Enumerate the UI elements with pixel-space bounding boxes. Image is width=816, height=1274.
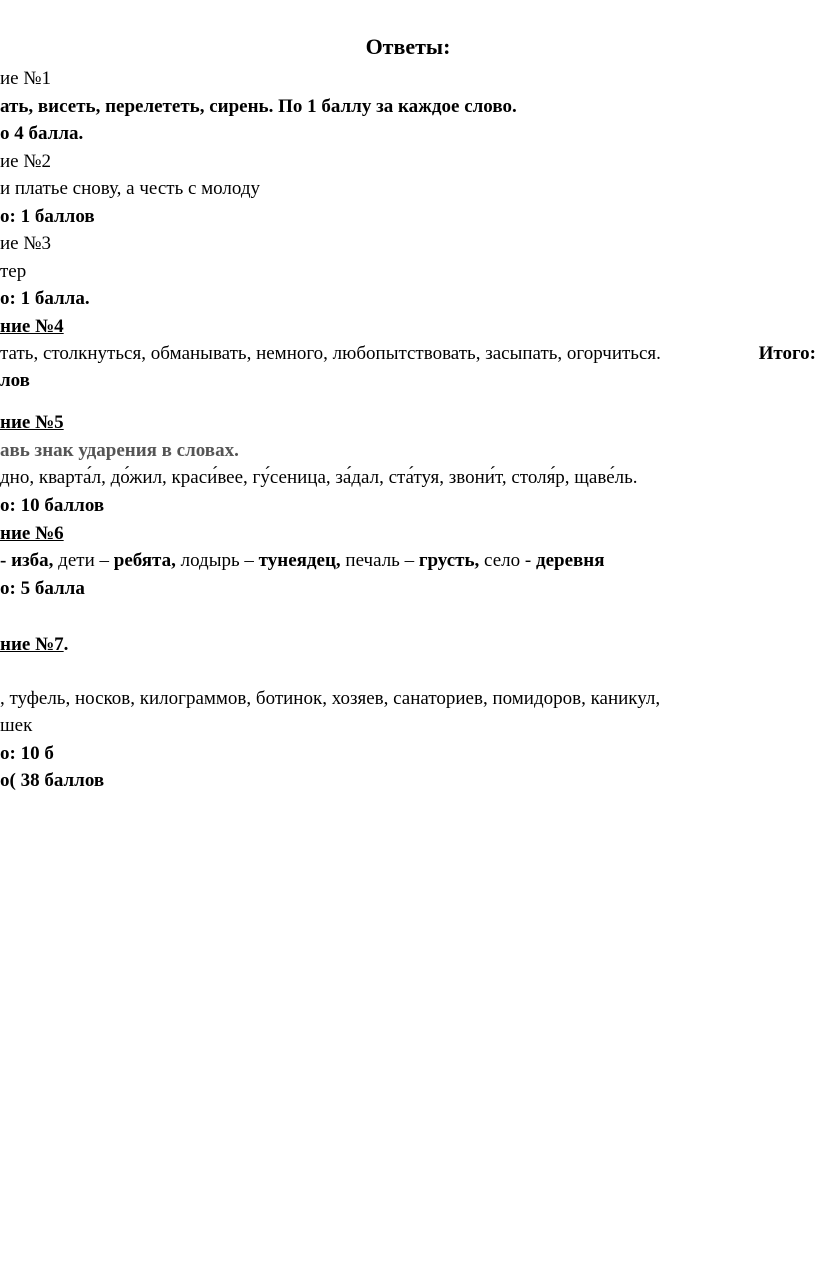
task6-word-izba: - изба, (0, 550, 54, 571)
task6-text-3: печаль – (340, 550, 419, 571)
task1-heading: ие №1 (0, 68, 51, 89)
task6-word-tuneyadets: тунеядец, (258, 550, 341, 571)
task7-total: о: 10 б (0, 743, 54, 764)
task6-text-1: дети – (53, 550, 114, 571)
task6-total: о: 5 балла (0, 578, 85, 599)
task1-answer: ать, висеть, перелететь, сирень. По 1 баллу за каждое слово. (0, 96, 517, 117)
task6-word-grust: грусть, (418, 550, 480, 571)
task4-words: тать, столкнуться, обманывать, немного, любопытствовать, засыпать, огорчиться. (0, 343, 661, 364)
task6-word-rebyata: ребята, (113, 550, 176, 571)
task7-heading (0, 632, 68, 658)
task6-heading: ние №6 (0, 523, 64, 544)
task5-instruction: авь знак ударения в словах. (0, 440, 239, 461)
task7-heading-text: ние №7 (0, 634, 64, 655)
task3-heading: ие №3 (0, 233, 51, 254)
task5-words: дно, кварта́л, до́жил, краси́вее, гу́сеница, за́дал, ста́туя, звони́т, столя́р, щаве́ль. (0, 467, 638, 488)
task2-total: о: 1 баллов (0, 206, 95, 227)
task7-words-cont: шек (0, 715, 33, 736)
task7-heading-dot: . (63, 634, 69, 655)
task6-text-2: лодырь – (175, 550, 259, 571)
task2-answer: и платье снову, а честь с молоду (0, 178, 261, 199)
task5-heading: ние №5 (0, 412, 64, 433)
task1-total: о 4 балла. (0, 123, 84, 144)
task4-total: лов (0, 370, 30, 391)
task7-words: , туфель, носков, килограммов, ботинок, хозяев, санаториев, помидоров, каникул, (0, 688, 661, 709)
task3-total: о: 1 балла. (0, 288, 90, 309)
task6-word-derevnya: деревня (535, 550, 605, 571)
task6-text-4: село - (479, 550, 536, 571)
task4-total-label: Итого: (758, 343, 816, 364)
task2-heading: ие №2 (0, 151, 51, 172)
page-title: Ответы: (365, 34, 451, 59)
task4-heading: ние №4 (0, 316, 64, 337)
grand-total: о( 38 баллов (0, 770, 105, 791)
task6-answer (0, 548, 605, 574)
task3-answer: тер (0, 261, 27, 282)
task5-total: о: 10 баллов (0, 495, 105, 516)
